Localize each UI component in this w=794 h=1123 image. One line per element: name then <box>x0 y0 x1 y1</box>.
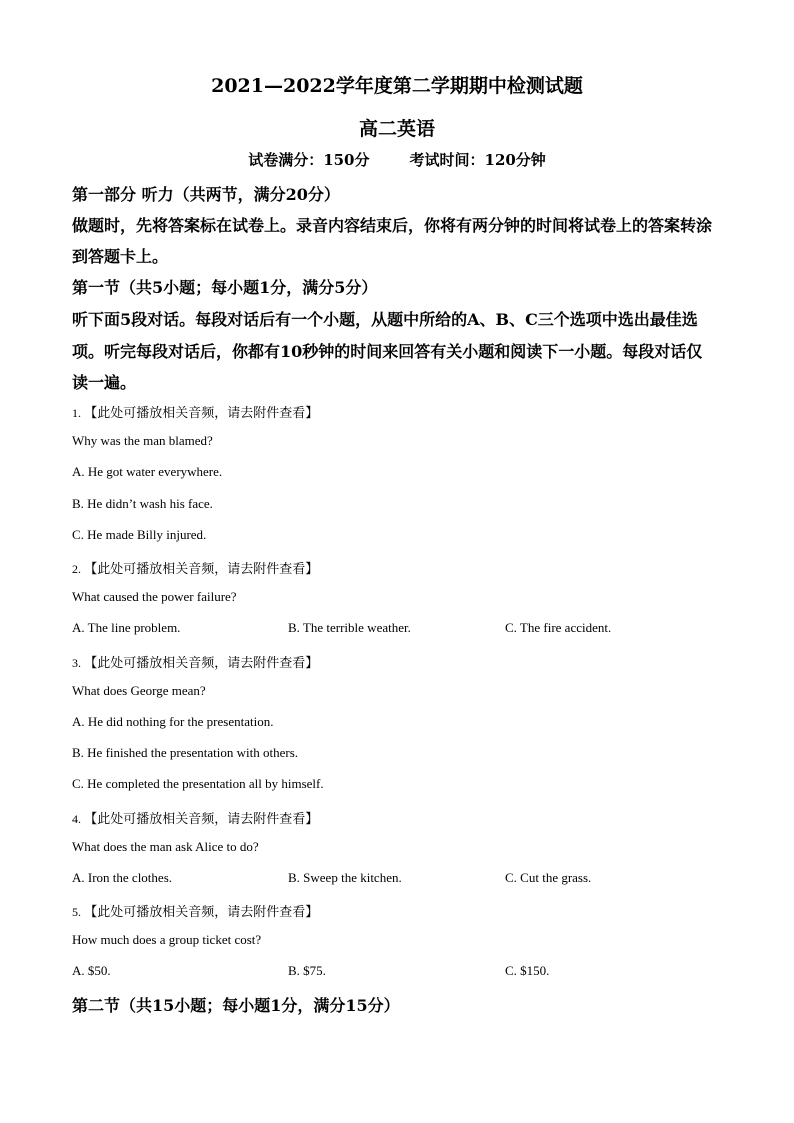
audio-note[interactable]: 【此处可播放相关音频，请去附件查看】 <box>84 811 319 826</box>
audio-note[interactable]: 【此处可播放相关音频，请去附件查看】 <box>84 405 319 420</box>
exam-title: 2021—2022学年度第二学期期中检测试题 <box>211 75 583 97</box>
option-c: C. Cut the grass. <box>505 870 592 885</box>
option-b: B. Sweep the kitchen. <box>288 870 402 885</box>
option-a: A. He did nothing for the presentation. <box>72 714 274 729</box>
question-header <box>72 652 318 671</box>
question-text: Why was the man blamed? <box>72 433 213 448</box>
option-b: B. The terrible weather. <box>288 620 411 635</box>
question-number: 4. <box>72 812 81 826</box>
audio-note[interactable]: 【此处可播放相关音频，请去附件查看】 <box>84 655 319 670</box>
question-header <box>72 808 318 827</box>
option-a: A. $50. <box>72 963 111 978</box>
question-text: What caused the power failure? <box>72 589 237 604</box>
question-header <box>72 901 318 920</box>
option-c: C. He made Billy injured. <box>72 527 207 542</box>
section2-heading: 第二节（共15小题；每小题1分，满分15分） <box>72 996 400 1015</box>
option-a: A. Iron the clothes. <box>72 870 173 885</box>
time-info: 考试时间：120分钟 <box>409 151 546 169</box>
exam-info <box>0 149 794 170</box>
question-number: 5. <box>72 905 81 919</box>
question-header <box>72 558 318 577</box>
part1-instruction-line2: 到答题卡上。 <box>72 247 169 266</box>
section1-instruction-line1: 听下面5段对话。每段对话后有一个小题，从题中所给的A、B、C三个选项中选出最佳选 <box>72 310 698 329</box>
option-c: C. $150. <box>505 963 550 978</box>
option-c: C. He completed the presentation all by himself. <box>72 776 324 791</box>
part1-instruction-line1: 做题时，先将答案标在试卷上。录音内容结束后，你将有两分钟的时间将试卷上的答案转涂 <box>72 216 713 235</box>
option-b: B. He didn’t wash his face. <box>72 496 213 511</box>
option-b: B. He finished the presentation with others. <box>72 745 299 760</box>
audio-note[interactable]: 【此处可播放相关音频，请去附件查看】 <box>84 561 319 576</box>
question-text: How much does a group ticket cost? <box>72 932 262 947</box>
question-number: 3. <box>72 656 81 670</box>
audio-note[interactable]: 【此处可播放相关音频，请去附件查看】 <box>84 904 319 919</box>
question-number: 2. <box>72 562 81 576</box>
question-text: What does George mean? <box>72 683 206 698</box>
option-c: C. The fire accident. <box>505 620 612 635</box>
question-header <box>72 402 318 421</box>
part1-heading: 第一部分 听力（共两节，满分20分） <box>72 185 340 204</box>
section1-instruction-line2: 项。听完每段对话后，你都有10秒钟的时间来回答有关小题和阅读下一小题。每段对话仅 <box>72 342 703 361</box>
exam-subject: 高二英语 <box>358 118 435 140</box>
option-a: A. He got water everywhere. <box>72 464 223 479</box>
question-number: 1. <box>72 406 81 420</box>
option-a: A. The line problem. <box>72 620 181 635</box>
section1-instruction-line3: 读一遍。 <box>72 373 137 392</box>
section1-heading: 第一节（共5小题；每小题1分，满分5分） <box>72 278 378 297</box>
option-b: B. $75. <box>288 963 326 978</box>
score-info: 试卷满分：150分 <box>248 151 370 169</box>
question-text: What does the man ask Alice to do? <box>72 839 259 854</box>
